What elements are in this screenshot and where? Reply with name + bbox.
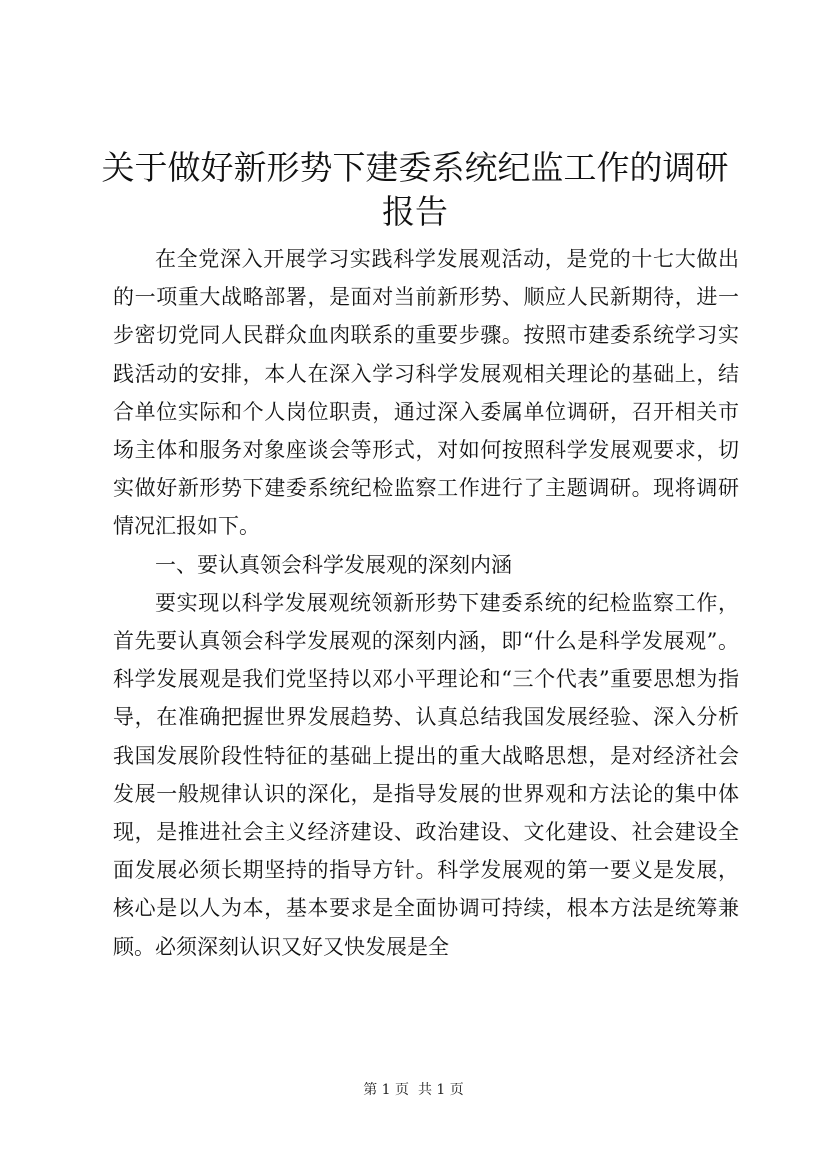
paragraph-intro: 在全党深入开展学习实践科学发展观活动，是党的十七大做出的一项重大战略部署，是面对当前新形势、顺应人民新期待，进一步密切党同人民群众血肉联系的重要步骤。按照市建委系统学习实践活动的安排，本人在深入学习科学发展观相关理论的基础上，结合单位实际和个人岗位职责，通过深入委属单位调研，召开相关市场主体和服务对象座谈会等形式，对如何按照科学发展观要求，切实做好新形势下建委系统纪检监察工作进行了主题调研。现将调研情况汇报如下。 [113,247,739,539]
page-number: 第 1 页 共 1 页 [363,1082,464,1098]
document-body [113,240,739,966]
paragraph-section-1: 要实现以科学发展观统领新形势下建委系统的纪检监察工作，首先要认真领会科学发展观的深刻内涵，即“什么是科学发展观”。科学发展观是我们党坚持以邓小平理论和“三个代表”重要思想为指导，在准确把握世界发展趋势、认真总结我国发展经验、深入分析我国发展阶段性特征的基础上提出的重大战略思想，是对经济社会发展一般规律认识的深化，是指导发展的世界观和方法论的集中体现，是推进社会主义经济建设、政治建设、文化建设、社会建设全面发展必须长期坚持的指导方针。科学发展观的第一要义是发展，核心是以人为本，基本要求是全面协调可持续，根本方法是统筹兼顾。必须深刻认识又好又快发展是全 [113,590,739,959]
document-title: 关于做好新形势下建委系统纪监工作的调研报告 [101,148,729,231]
section-heading-1: 一、要认真领会科学发展观的深刻内涵 [155,552,512,577]
page-footer [0,1080,827,1100]
